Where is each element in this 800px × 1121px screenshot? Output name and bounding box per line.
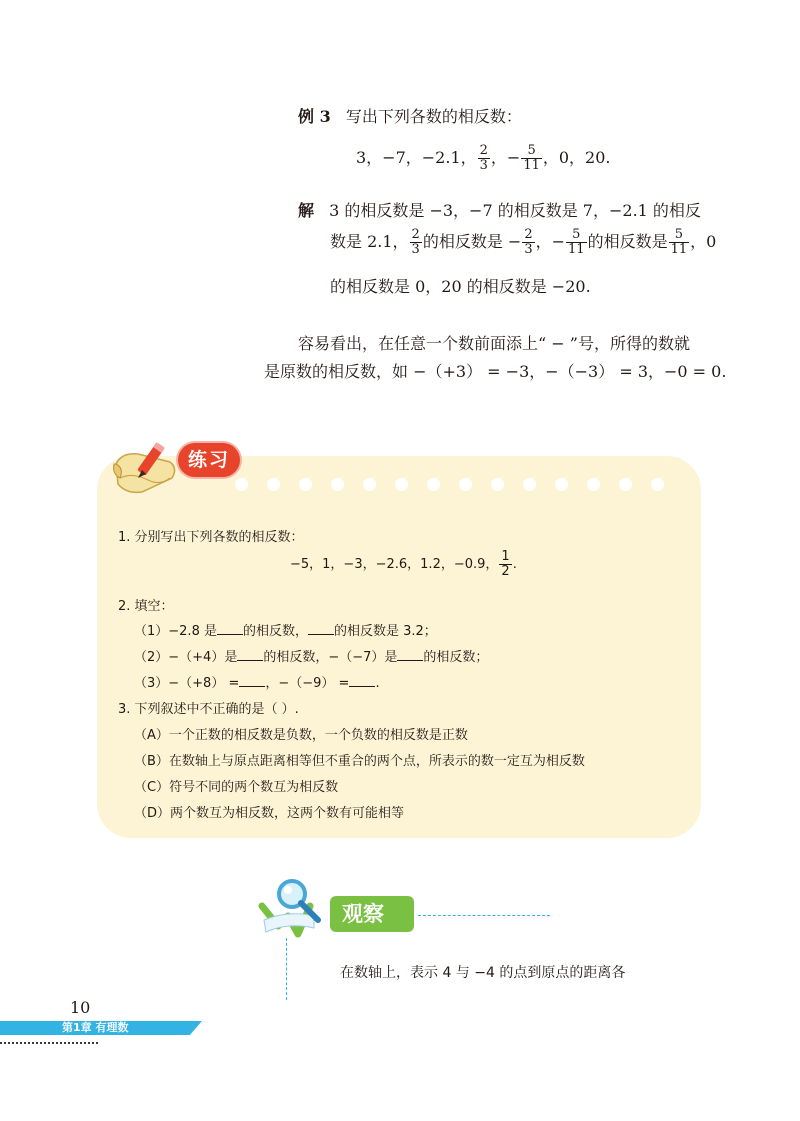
dot — [587, 478, 600, 491]
practice-badge — [178, 443, 240, 477]
solution-text: 数是 2.1， — [330, 232, 409, 251]
dot — [491, 478, 504, 491]
footer-dotted-line — [0, 1042, 98, 1044]
solution-line-2 — [330, 222, 716, 262]
observe-text: 在数轴上，表示 4 与 −4 的点到原点的距离各 — [340, 965, 626, 981]
dot — [619, 478, 632, 491]
observe-title: 观察 — [342, 902, 384, 926]
option-b: （B）在数轴上与原点距离相等但不重合的两个点，所表示的数一定互为相反数 — [134, 754, 585, 769]
numbers-text: . — [512, 557, 517, 572]
magnifier-icon — [258, 876, 338, 940]
example-numbers-part: ，0，20. — [542, 148, 611, 167]
numbers-text: −5，1，−3，−2.6，1.2，−0.9， — [290, 557, 499, 572]
blank[interactable] — [239, 674, 265, 687]
fraction-denominator: 3 — [524, 242, 533, 257]
fill-text: 的相反数； — [423, 650, 489, 665]
dot — [331, 478, 344, 491]
dot — [523, 478, 536, 491]
fraction-numerator: 5 — [566, 228, 587, 243]
solution-text: ，0 — [690, 232, 717, 251]
blank[interactable] — [397, 648, 423, 661]
question-2-2 — [134, 646, 488, 665]
solution-text: 3 的相反数是 −3，−7 的相反数是 7，−2.1 的相反 — [329, 201, 701, 220]
question-1-numbers — [290, 548, 517, 582]
fraction — [522, 228, 534, 257]
fraction-denominator: 11 — [523, 158, 540, 173]
fraction-numerator: 2 — [524, 227, 533, 242]
note-line-2: 是原数的相反数，如 −（+3） = −3，−（−3） = 3，−0 = 0. — [264, 362, 727, 381]
page-number: 10 — [70, 998, 91, 1017]
fraction-denominator: 11 — [568, 242, 585, 257]
fraction — [521, 144, 542, 173]
solution-text: ，− — [535, 232, 566, 251]
observe-title-bar — [330, 896, 414, 932]
blank[interactable] — [349, 674, 375, 687]
note-line-1: 容易看出，在任意一个数前面添上“ − ”号，所得的数就 — [298, 334, 690, 353]
fill-text: ，−（−9） = — [265, 676, 350, 691]
question-2-1 — [134, 620, 437, 639]
solution-text: 的相反数是 − — [422, 232, 522, 251]
example-prompt: 写出下列各数的相反数： — [345, 107, 522, 126]
fraction — [478, 144, 490, 173]
fraction-numerator: 5 — [521, 144, 542, 159]
fill-text: （1）−2.8 是 — [134, 624, 217, 639]
fraction-denominator: 2 — [501, 564, 510, 579]
dot — [299, 478, 312, 491]
dot — [363, 478, 376, 491]
example-heading — [298, 104, 522, 127]
fraction-denominator: 3 — [411, 242, 420, 257]
solution-text: 的相反数是 — [587, 232, 668, 251]
fraction — [669, 228, 690, 257]
question-1: 1. 分别写出下列各数的相反数： — [118, 530, 304, 545]
example-numbers-part: 3，−7，−2.1， — [356, 148, 477, 167]
fill-text: . — [375, 676, 380, 691]
solution-line-3: 的相反数是 0，20 的相反数是 −20. — [330, 277, 591, 296]
dot — [267, 478, 280, 491]
chapter-label: 第1章 有理数 — [62, 1021, 129, 1034]
fill-text: （2）−（+4）是 — [134, 650, 238, 665]
observe-vertical-dashed — [286, 938, 287, 1000]
fill-text: 的相反数是 3.2； — [334, 624, 437, 639]
blank[interactable] — [308, 622, 334, 635]
practice-title: 练习 — [187, 449, 230, 471]
question-2: 2. 填空： — [118, 599, 174, 614]
example-numbers-part: ，− — [490, 148, 521, 167]
dot — [555, 478, 568, 491]
fraction-numerator: 1 — [501, 549, 510, 564]
option-d: （D）两个数互为相反数，这两个数有可能相等 — [134, 806, 405, 821]
dot — [395, 478, 408, 491]
question-3: 3. 下列叙述中不正确的是（ ）. — [118, 702, 299, 717]
fill-text: （3）−（+8） = — [134, 676, 240, 691]
blank[interactable] — [217, 622, 243, 635]
example-numbers — [356, 138, 611, 178]
fraction — [566, 228, 587, 257]
fill-text: 的相反数， — [242, 624, 308, 639]
dot — [235, 478, 248, 491]
fraction — [499, 550, 511, 579]
question-2-3 — [134, 672, 380, 691]
fill-text: 的相反数，−（−7）是 — [263, 650, 398, 665]
option-c: （C）符号不同的两个数互为相反数 — [134, 780, 339, 795]
solution-label: 解 — [298, 201, 315, 220]
observe-dashed-line — [418, 915, 550, 916]
fraction-numerator: 2 — [479, 143, 488, 158]
fraction-denominator: 11 — [670, 242, 688, 257]
dot — [651, 478, 664, 491]
pencil-scroll-icon — [108, 434, 188, 500]
solution-line-1 — [298, 198, 701, 221]
example-label: 例 3 — [298, 107, 331, 126]
fraction-denominator: 3 — [479, 158, 488, 173]
fraction-numerator: 2 — [411, 227, 420, 242]
practice-dots — [235, 478, 675, 492]
dot — [459, 478, 472, 491]
blank[interactable] — [237, 648, 263, 661]
option-a: （A）一个正数的相反数是负数，一个负数的相反数是正数 — [134, 728, 468, 743]
fraction — [410, 228, 422, 257]
fraction-numerator: 5 — [669, 228, 690, 243]
dot — [427, 478, 440, 491]
